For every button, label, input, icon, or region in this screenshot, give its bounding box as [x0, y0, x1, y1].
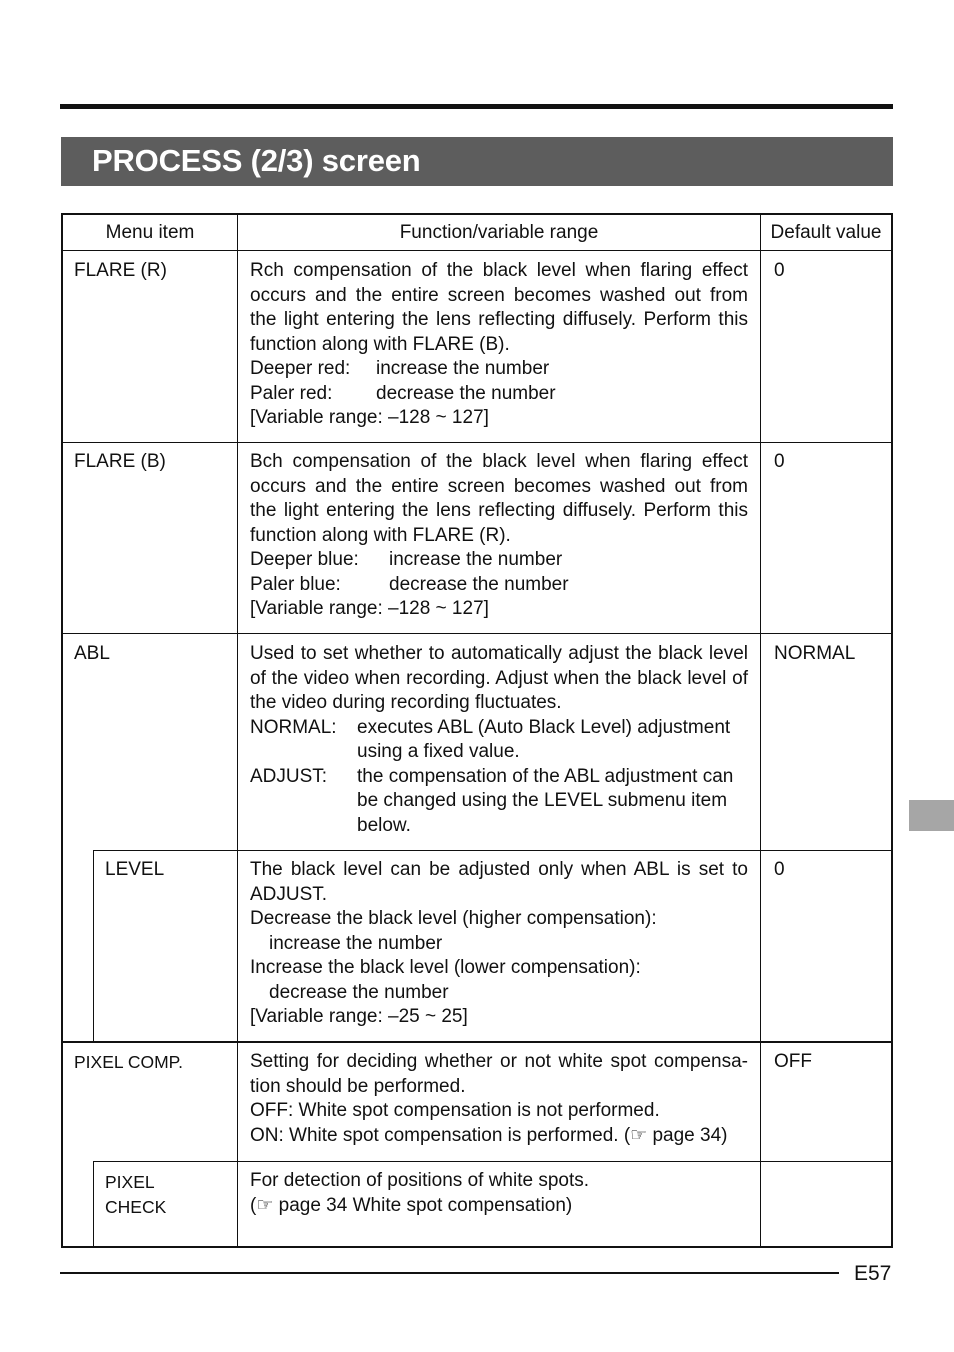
page-title: PROCESS (2/3) screen — [92, 143, 421, 178]
item-line: CHECK — [105, 1196, 167, 1217]
item-line: PIXEL — [105, 1172, 155, 1192]
desc-flare-b — [250, 450, 748, 622]
option-key: ADJUST: — [250, 765, 328, 787]
sub-item-divider — [93, 850, 94, 1041]
desc-text: Used to set whether to automatically adjust the black level of the video when recording. Adjust when the black level of the video during recording fluctuates. — [250, 643, 748, 713]
option-value: executes ABL (Auto Black Level) adjustment using a fixed value. — [357, 716, 731, 762]
desc-level — [250, 858, 748, 1030]
settings-table — [61, 213, 893, 1248]
default-abl: NORMAL — [774, 643, 856, 664]
item-flare-b: FLARE (B) — [74, 451, 166, 472]
header-function: Function/variable range — [399, 222, 599, 243]
option-value: decrease the number — [389, 573, 569, 595]
desc-text: Rch compensation of the black level when flaring effect occurs and the entire screen becomes washed out from the light entering the lens reflecting diffusely. Perform this function along with FLARE (B). — [250, 260, 748, 355]
default-flare-r: 0 — [774, 260, 785, 281]
top-rule — [60, 104, 893, 109]
default-pixel-comp: OFF — [774, 1051, 812, 1072]
column-divider — [760, 215, 761, 1246]
option-key: Paler blue: — [250, 573, 341, 595]
header-default: Default value — [770, 222, 882, 243]
option-value: increase the number — [389, 549, 563, 570]
desc-abl — [250, 642, 748, 838]
header-divider — [63, 250, 891, 251]
desc-text: Increase the black level (lower compensation): — [250, 957, 641, 978]
desc-text: (☞ page 34 White spot compensation) — [250, 1194, 573, 1216]
page-number: E57 — [854, 1262, 892, 1285]
desc-text: Setting for deciding whether or not white spot compensa-tion should be performed. — [250, 1051, 748, 1097]
row-divider — [94, 1161, 891, 1162]
desc-text: increase the number — [269, 932, 443, 954]
item-pixel-check — [105, 1170, 166, 1219]
option-key: Paler red: — [250, 382, 333, 404]
row-divider — [94, 850, 891, 851]
item-level: LEVEL — [105, 859, 165, 880]
row-divider — [63, 633, 891, 634]
section-title-bar — [61, 137, 893, 186]
desc-text: Bch compensation of the black level when flaring effect occurs and the entire screen becomes washed out from the light entering the lens reflecting diffusely. Perform this function along with FLARE (R). — [250, 451, 748, 546]
default-flare-b: 0 — [774, 451, 785, 472]
option-key: Deeper blue: — [250, 549, 359, 570]
side-tab-marker — [909, 800, 954, 831]
option-value: increase the number — [376, 358, 550, 379]
column-divider — [237, 215, 238, 1246]
desc-pixel-check — [250, 1169, 748, 1218]
desc-flare-r — [250, 259, 748, 431]
row-divider — [63, 1041, 891, 1043]
desc-text: Decrease the black level (higher compensation): — [250, 908, 657, 929]
option-key: Deeper red: — [250, 358, 351, 379]
option-value: decrease the number — [376, 382, 556, 404]
option-value: the compensation of the ABL adjustment can be changed using the LEVEL submenu item below. — [357, 765, 734, 836]
row-divider — [63, 442, 891, 443]
desc-text: OFF: White spot compensation is not performed. — [250, 1100, 660, 1121]
option-key: NORMAL: — [250, 716, 337, 738]
sub-item-divider — [93, 1161, 94, 1246]
desc-text: The black level can be adjusted only when ABL is set to ADJUST. — [250, 859, 748, 905]
bottom-rule — [60, 1272, 839, 1274]
default-level: 0 — [774, 859, 785, 880]
header-menu-item: Menu item — [105, 222, 195, 243]
item-abl: ABL — [74, 643, 110, 664]
item-pixel-comp: PIXEL COMP. — [74, 1052, 183, 1072]
desc-pixel-comp — [250, 1050, 748, 1148]
variable-range: [Variable range: –128 ~ 127] — [250, 598, 489, 619]
variable-range: [Variable range: –25 ~ 25] — [250, 1006, 468, 1027]
desc-text: ON: White spot compensation is performed. (☞ page 34) — [250, 1124, 728, 1146]
variable-range: [Variable range: –128 ~ 127] — [250, 407, 489, 428]
desc-text: For detection of positions of white spots. — [250, 1170, 590, 1191]
item-flare-r: FLARE (R) — [74, 260, 167, 281]
desc-text: decrease the number — [269, 981, 449, 1003]
